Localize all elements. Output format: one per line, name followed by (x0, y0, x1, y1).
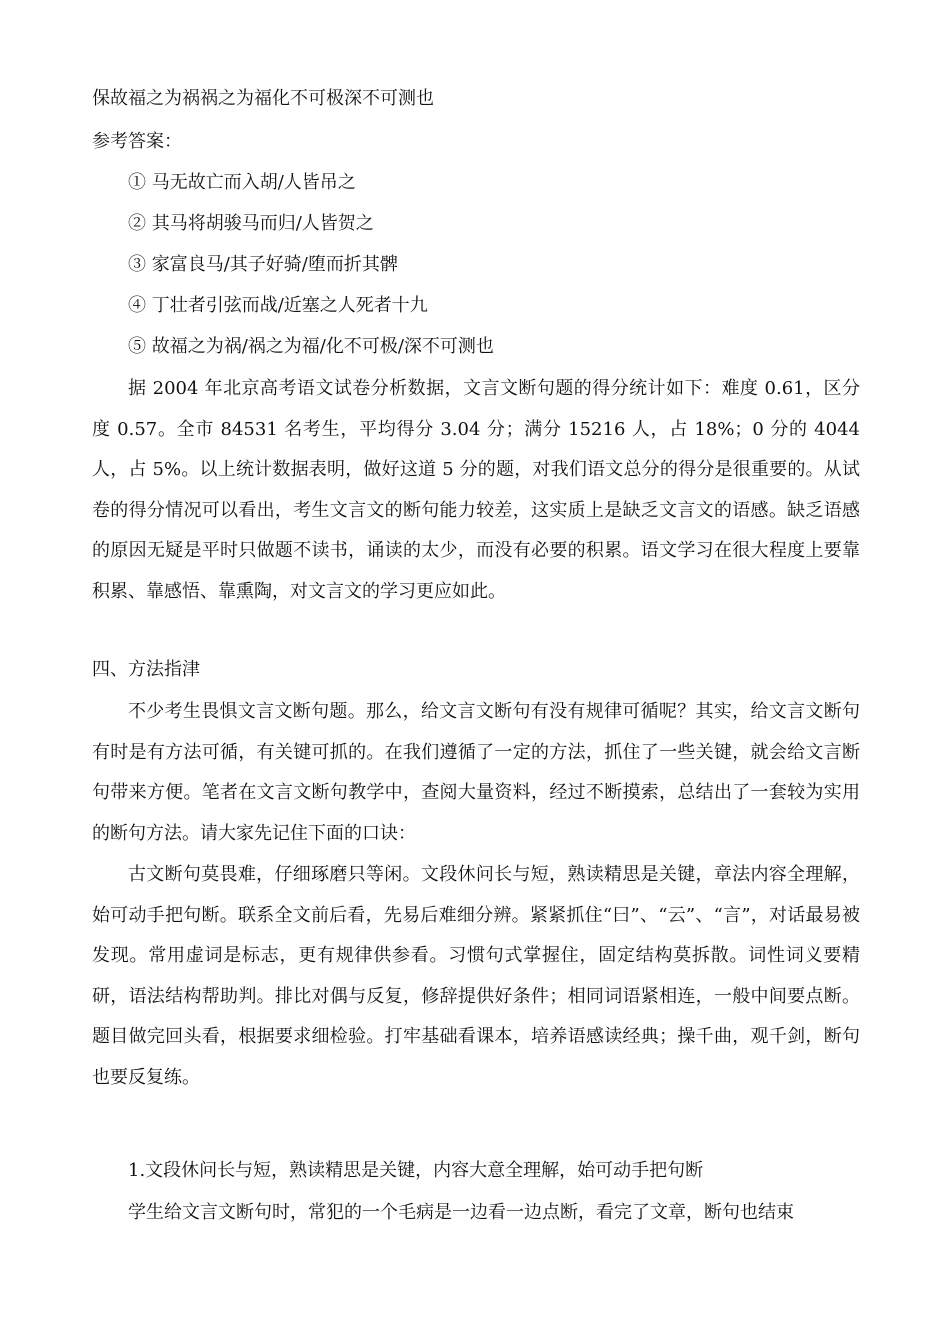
answer-item: ④ 丁壮者引弦而战/近塞之人死者十九 (128, 295, 428, 316)
subheading: 1.文段休问长与短，熟读精思是关键，内容大意全理解，始可动手把句断 (128, 1160, 704, 1181)
answer-item: ② 其马将胡骏马而归/人皆贺之 (128, 213, 374, 234)
answer-item: ① 马无故亡而入胡/人皆吊之 (128, 172, 356, 193)
answer-item: ③ 家富良马/其子好骑/堕而折其髀 (128, 254, 398, 275)
section-heading: 四、方法指津 (92, 659, 200, 680)
text-line: 保故福之为祸祸之为福化不可极深不可测也 (92, 88, 434, 109)
paragraph: 古文断句莫畏难，仔细琢磨只等闲。文段休问长与短，熟读精思是关键，章法内容全理解，始可动手把句断。联系全文前后看，先易后难细分辨。紧紧抓住“曰”、“云”、“言”，对话最易被发现。常用虚词是标志，更有规律供参看。习惯句式掌握住，固定结构莫拆散。词性词义要精研，语法结构帮助判。排比对偶与反复，修辞提供好条件；相同词语紧相连，一般中间要点断。题目做完回头看，根据要求细检验。打牢基础看课本，培养语感读经典；操千曲，观千剑，断句也要反复练。 (92, 864, 860, 1088)
paragraph: 据 2004 年北京高考语文试卷分析数据，文言文断句题的得分统计如下：难度 0.61，区分度 0.57。全市 84531 名考生，平均得分 3.04 分；满分 15216 人，占 18%；0 分的 4044 人，占 5%。以上统计数据表明，做好这道 5 分的题，对我们语文总分的得分是很重要的。从试卷的得分情况可以看出，考生文言文的断句能力较差，这实质上是缺乏文言文的语感。缺乏语感的原因无疑是平时只做题不读书，诵读的太少，而没有必要的积累。语文学习在很大程度上要靠积累、靠感悟、靠熏陶，对文言文的学习更应如此。 (92, 378, 860, 602)
answer-item: ⑤ 故福之为祸/祸之为福/化不可极/深不可测也 (128, 336, 494, 357)
paragraph: 不少考生畏惧文言文断句题。那么，给文言文断句有没有规律可循呢？其实，给文言文断句有时是有方法可循，有关键可抓的。在我们遵循了一定的方法，抓住了一些关键，就会给文言断句带来方便。笔者在文言文断句教学中，查阅大量资料，经过不断摸索，总结出了一套较为实用的断句方法。请大家先记住下面的口诀： (92, 701, 860, 844)
answer-heading: 参考答案： (92, 131, 182, 152)
paragraph: 学生给文言文断句时，常犯的一个毛病是一边看一边点断，看完了文章，断句也结束 (128, 1202, 794, 1223)
